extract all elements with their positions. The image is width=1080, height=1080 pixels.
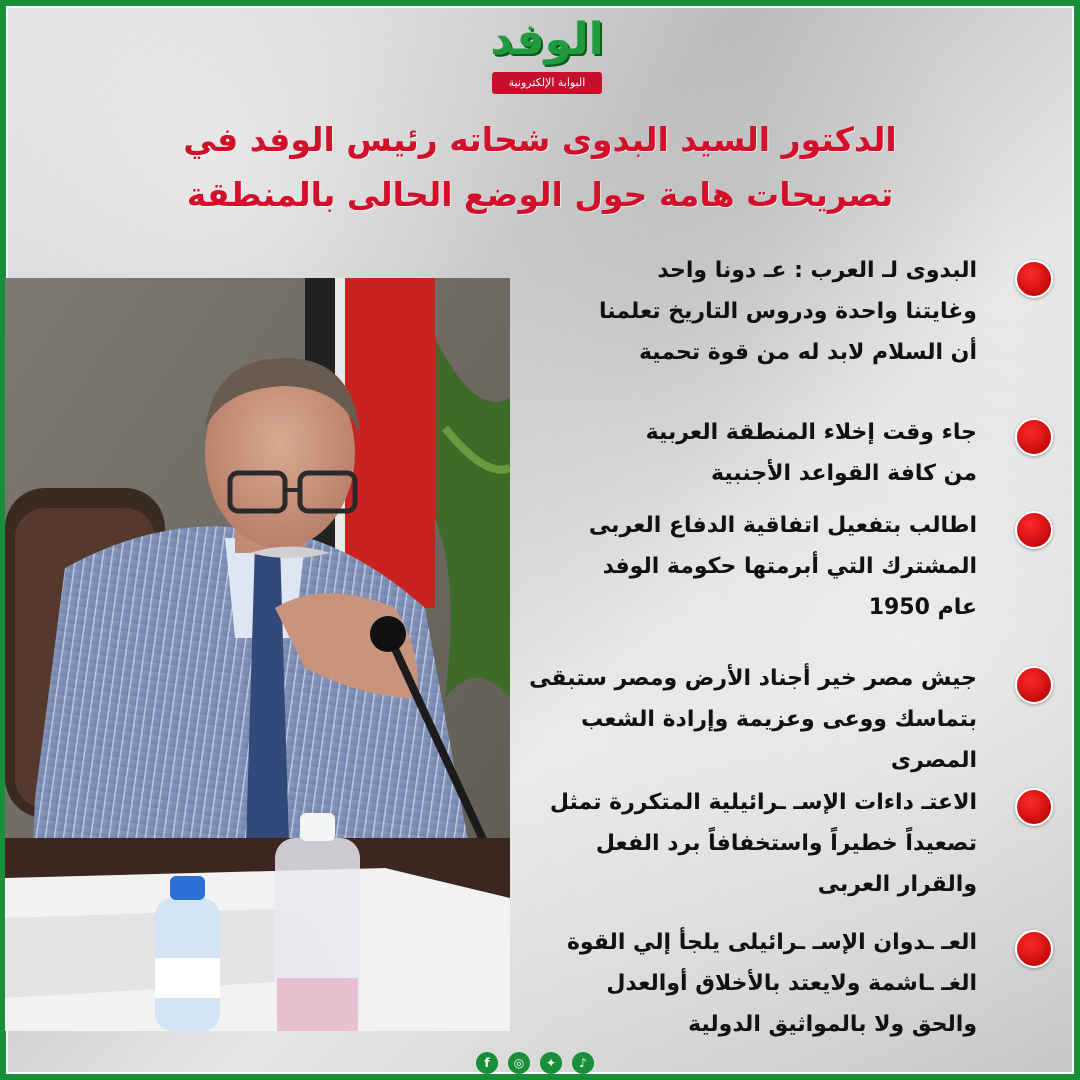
twitter-icon[interactable]: ✦ (540, 1052, 562, 1074)
bullet-dot-icon (1015, 666, 1053, 704)
speaker-photo (5, 278, 510, 1031)
headline-line-2: تصريحات هامة حول الوضع الحالى بالمنطقة (186, 175, 894, 214)
facebook-icon[interactable]: f (476, 1052, 498, 1074)
social-links (470, 1052, 600, 1076)
statements-list (515, 250, 1075, 1050)
tiktok-icon[interactable]: ♪ (572, 1052, 594, 1074)
statement-text: البدوى لـ العرب : عـ دونا واحد وغايتنا واحدة ودروس التاريخ تعلمنا أن السلام لابد له من قوة تحمية (599, 258, 977, 365)
bullet-dot-icon (1015, 260, 1053, 298)
logo-ribbon: البوابة الإلكترونية (492, 72, 602, 94)
bullet-dot-icon (1015, 511, 1053, 549)
logo-wordmark: الوفد (490, 14, 604, 65)
bullet-dot-icon (1015, 930, 1053, 968)
statement-text: العـ ـدوان الإسـ ـرائيلى يلجأ إلي القوة الغـ ـاشمة ولايعتد بالأخلاق أوالعدل والحق ولا بالمواثيق الدولية (566, 930, 977, 1037)
statement-text: جاء وقت إخلاء المنطقة العربية من كافة القواعد الأجنبية (645, 420, 977, 486)
statement-text: جيش مصر خير أجناد الأرض ومصر ستبقى بتماسك ووعى وعزيمة وإرادة الشعب المصرى (529, 666, 977, 773)
statement-text: الاعتـ داءات الإسـ ـرائيلية المتكررة تمثل تصعيداً خطيراً واستخفافاً برد الفعل والقرار العربى (549, 790, 977, 897)
statement-text: اطالب بتفعيل اتفاقية الدفاع العربى المشترك التي أبرمتها حكومة الوفد عام 1950 (588, 513, 977, 620)
bullet-dot-icon (1015, 788, 1053, 826)
instagram-icon[interactable]: ◎ (508, 1052, 530, 1074)
bullet-dot-icon (1015, 418, 1053, 456)
headline-line-1: الدكتور السيد البدوى شحاته رئيس الوفد في (183, 120, 897, 159)
speaker-photo-illustration (5, 278, 510, 1031)
headline (150, 112, 930, 222)
alwafd-logo (482, 12, 612, 94)
